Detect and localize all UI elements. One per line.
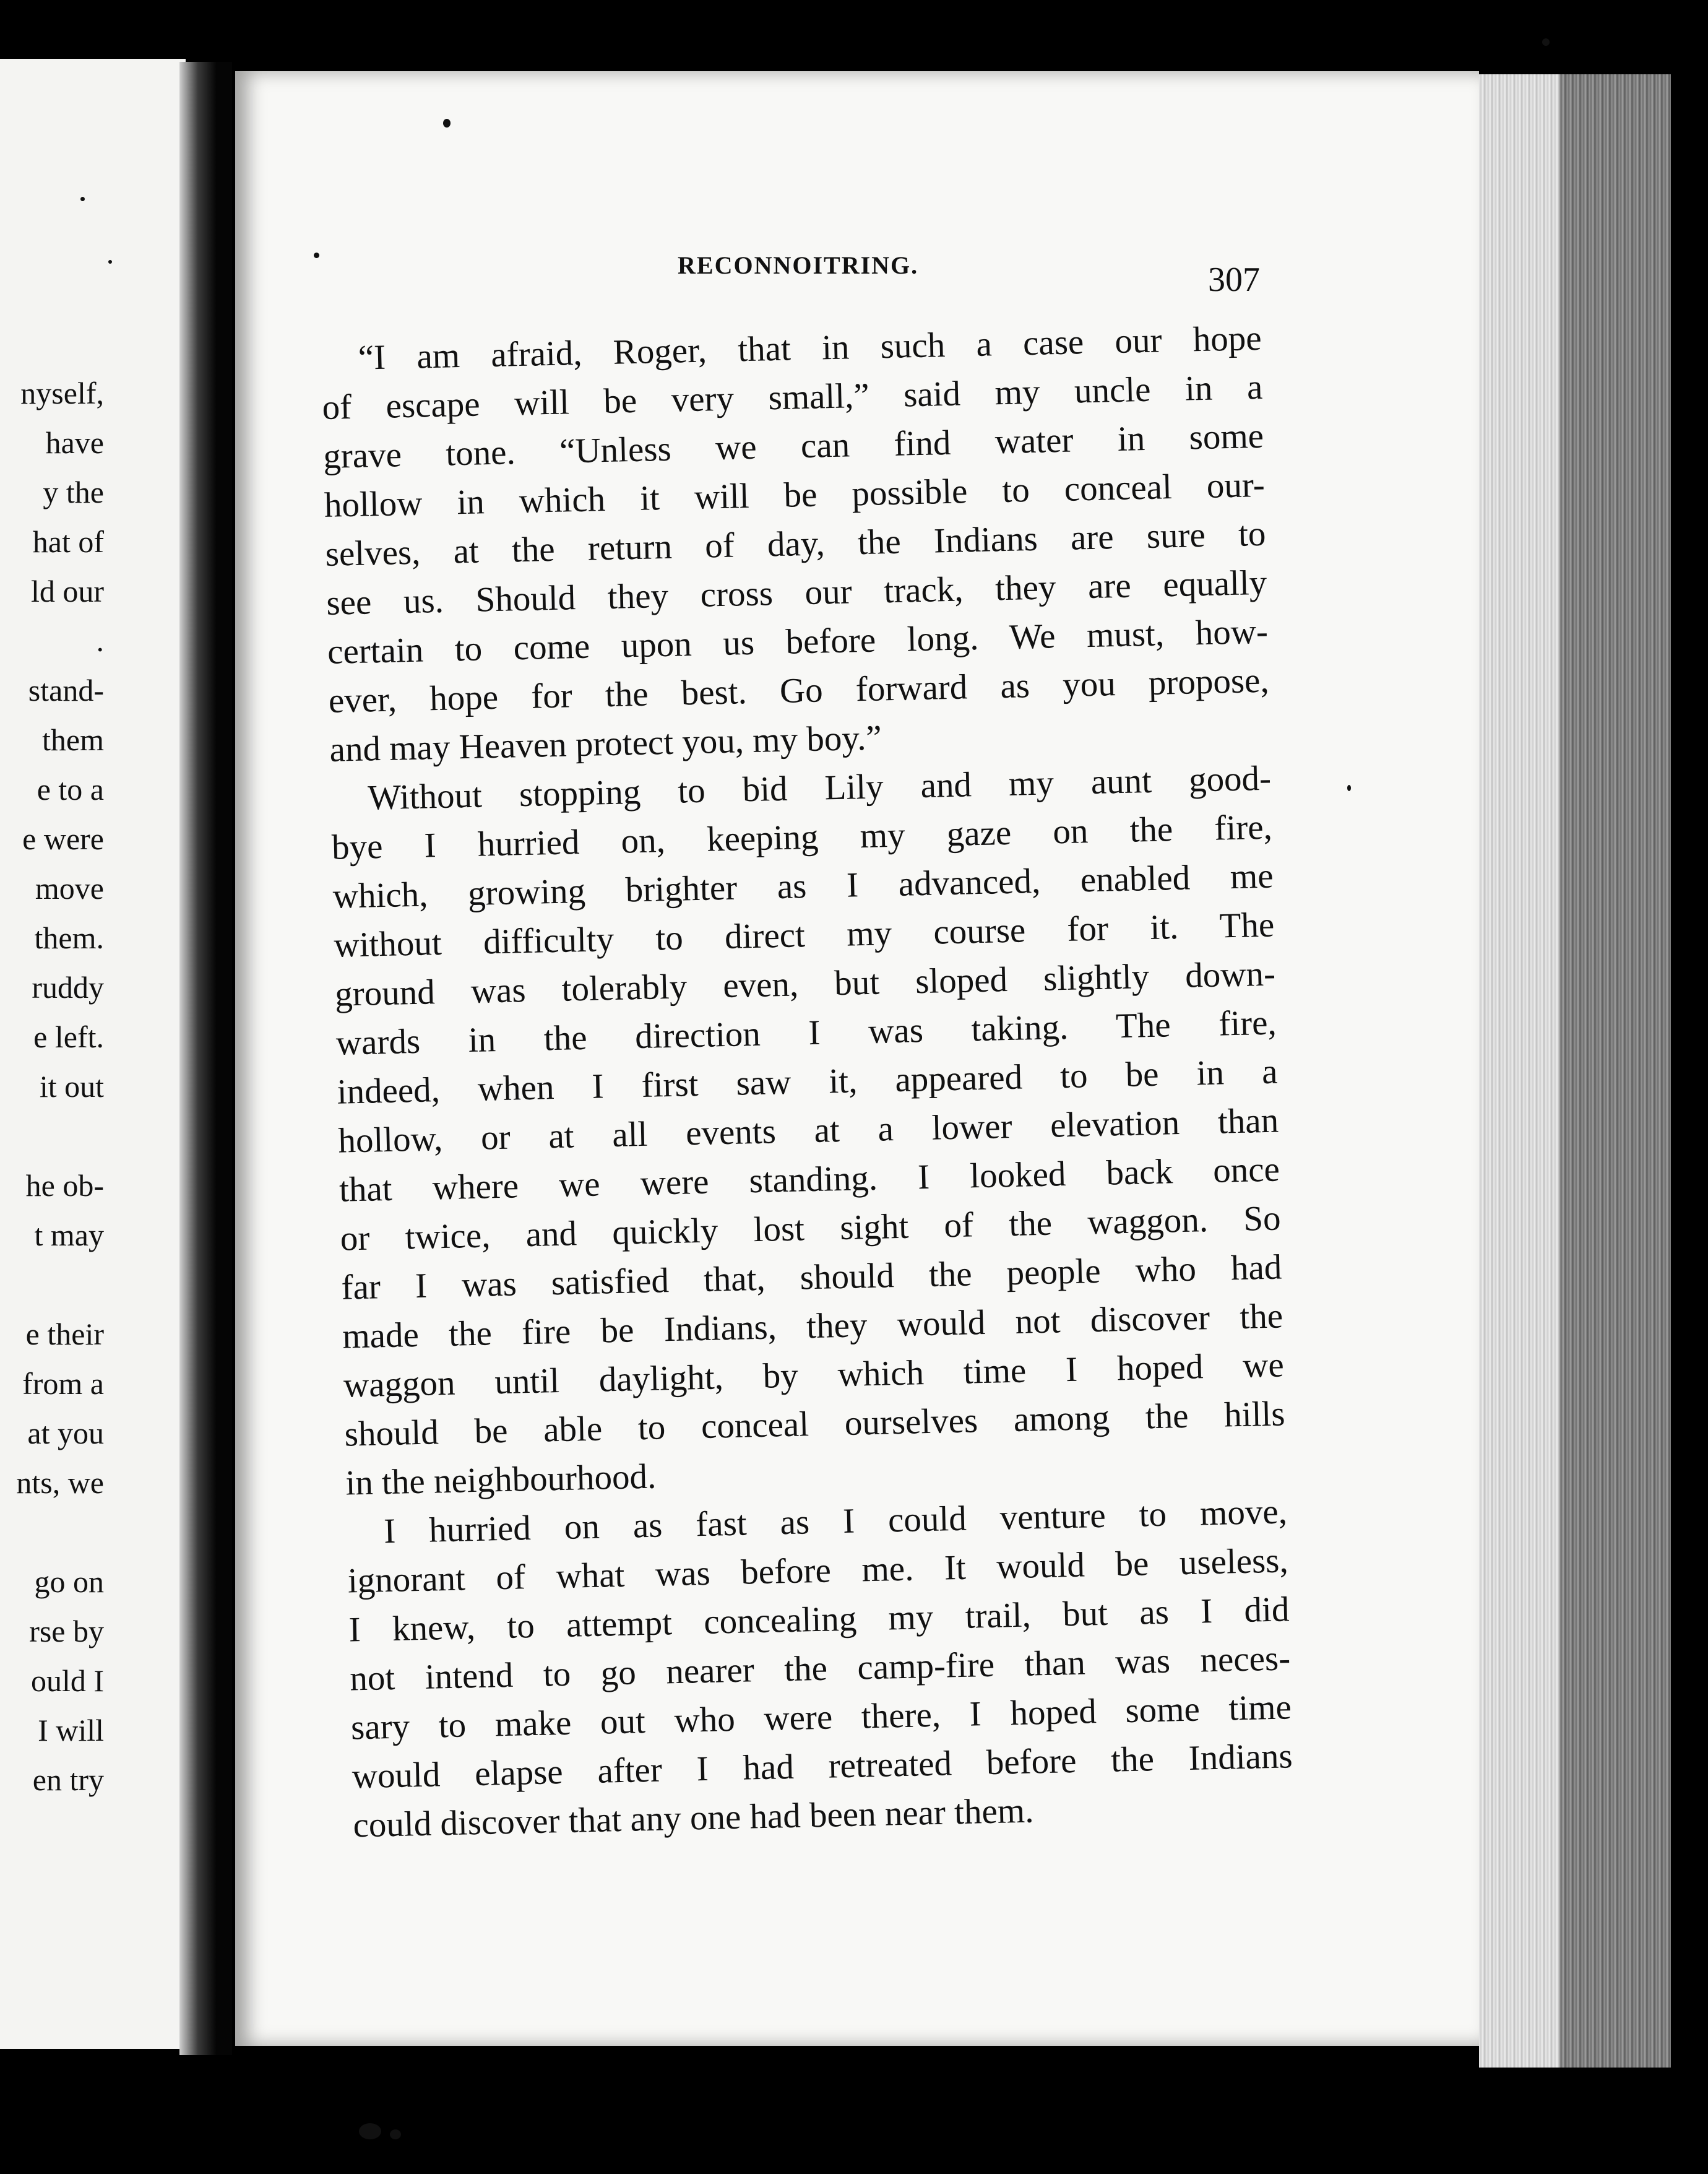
left-page-fragment: y the [43,475,104,509]
left-page-fragment: go on [34,1564,104,1599]
text-line: ignorant of what was before me. It would be useless, [347,1541,1289,1601]
text-line: certain to come upon us before long. We must, how- [327,612,1269,672]
text-line: not intend to go nearer the camp-fire than was neces- [349,1639,1291,1699]
scan-speck [108,260,112,264]
text-line: wards in the direction I was taking. The fire, [335,1003,1277,1063]
text-line: should be able to conceal ourselves among the hills [344,1394,1286,1454]
left-page-fragment: move [35,871,104,906]
text-line: bye I hurried on, keeping my gaze on the fire, [331,807,1273,867]
text-line: I hurried on as fast as I could venture to move, [383,1492,1288,1551]
left-page-fragment: at you [27,1416,104,1450]
text-line: selves, at the return of day, the Indians are sure to [325,514,1267,574]
left-page-fragment: nts, we [16,1465,104,1500]
text-line: ever, hope for the best. Go forward as you propose, [328,660,1270,721]
left-page-fragment [0,1507,104,1557]
text-line: grave tone. “Unless we can find water in some [322,416,1264,476]
left-page-fragment: I will [38,1713,104,1747]
left-page-fragment: e to a [37,772,104,807]
text-line: that where we were standing. I looked back once [339,1150,1280,1210]
text-line: would elapse after I had retreated before the Indians [352,1736,1293,1796]
scan-speck [80,197,85,201]
left-page-fragment: . [96,623,104,658]
text-line: made the fire be Indians, they would not discover the [342,1296,1283,1356]
left-page-fragment: it out [39,1069,104,1104]
text-line: ground was tolerably even, but sloped slightly down- [334,954,1276,1014]
text-line: which, growing brighter as I advanced, enabled me [332,856,1274,916]
left-page-fragment: them. [34,920,104,955]
body-text [321,314,1294,1850]
text-line: of escape will be very small,” said my uncle in a [321,367,1263,427]
left-page-fragment: from a [22,1366,104,1401]
text-line: I knew, to attempt concealing my trail, but as I did [348,1590,1290,1650]
text-line: “I am afraid, Roger, that in such a case our hope [358,318,1262,378]
left-page-fragment: them [42,722,104,757]
scan-speck [1347,785,1351,791]
left-page-fragment: e were [22,821,104,856]
text-line: sary to make out who were there, I hoped some time [350,1687,1292,1747]
left-page-fragment: nyself, [20,376,104,410]
text-line: indeed, when I first saw it, appeared to be in a [337,1052,1279,1112]
text-line: or twice, and quickly lost sight of the waggon. So [340,1198,1282,1258]
scan-speck [390,2129,401,2139]
text-line: far I was satisfied that, should the people who had [340,1247,1282,1307]
left-page-fragment: have [45,425,104,460]
left-page-fragment [0,1260,104,1309]
left-page-fragment: e their [25,1317,104,1351]
left-page-fragment: ld our [30,574,104,608]
left-page-fragment: ruddy [32,970,104,1005]
left-page-fragment: e left. [33,1020,104,1054]
text-line: waggon until daylight, by which time I hoped we [343,1345,1285,1405]
running-head: RECONNOITRING. [678,251,919,279]
text-line: in the neighbourhood. [345,1457,657,1503]
scan-speck [314,253,319,258]
left-page-fragment: he ob- [25,1168,104,1203]
scan-speck [359,2123,381,2139]
left-facing-page [0,59,186,2049]
text-line: hollow, or at all events at a lower elevation than [337,1101,1279,1161]
text-line: without difficulty to direct my course for it. The [333,905,1275,965]
left-page-fragment: ould I [30,1663,104,1698]
page-number: 307 [1208,261,1260,299]
book-gutter [179,62,232,2055]
left-page-fragment: rse by [29,1614,104,1648]
text-line: see us. Should they cross our track, they are equally [326,563,1267,623]
scan-speck [443,119,451,128]
left-page-fragment: en try [32,1762,104,1797]
text-line: could discover that any one had been near them. [352,1791,1035,1845]
left-page-fragment: t may [34,1218,104,1252]
text-line: hollow in which it will be possible to conceal our- [324,465,1266,525]
left-page-text-fragments [0,368,104,1804]
left-page-fragment [0,1111,104,1161]
text-line: and may Heaven protect you, my boy.” [329,718,882,769]
left-page-fragment: stand- [28,673,104,708]
page-edges-shadow [1559,74,1671,2068]
left-page-fragment: hat of [32,524,104,559]
scan-speck [1542,38,1550,46]
text-line: Without stopping to bid Lily and my aunt good- [367,758,1272,818]
